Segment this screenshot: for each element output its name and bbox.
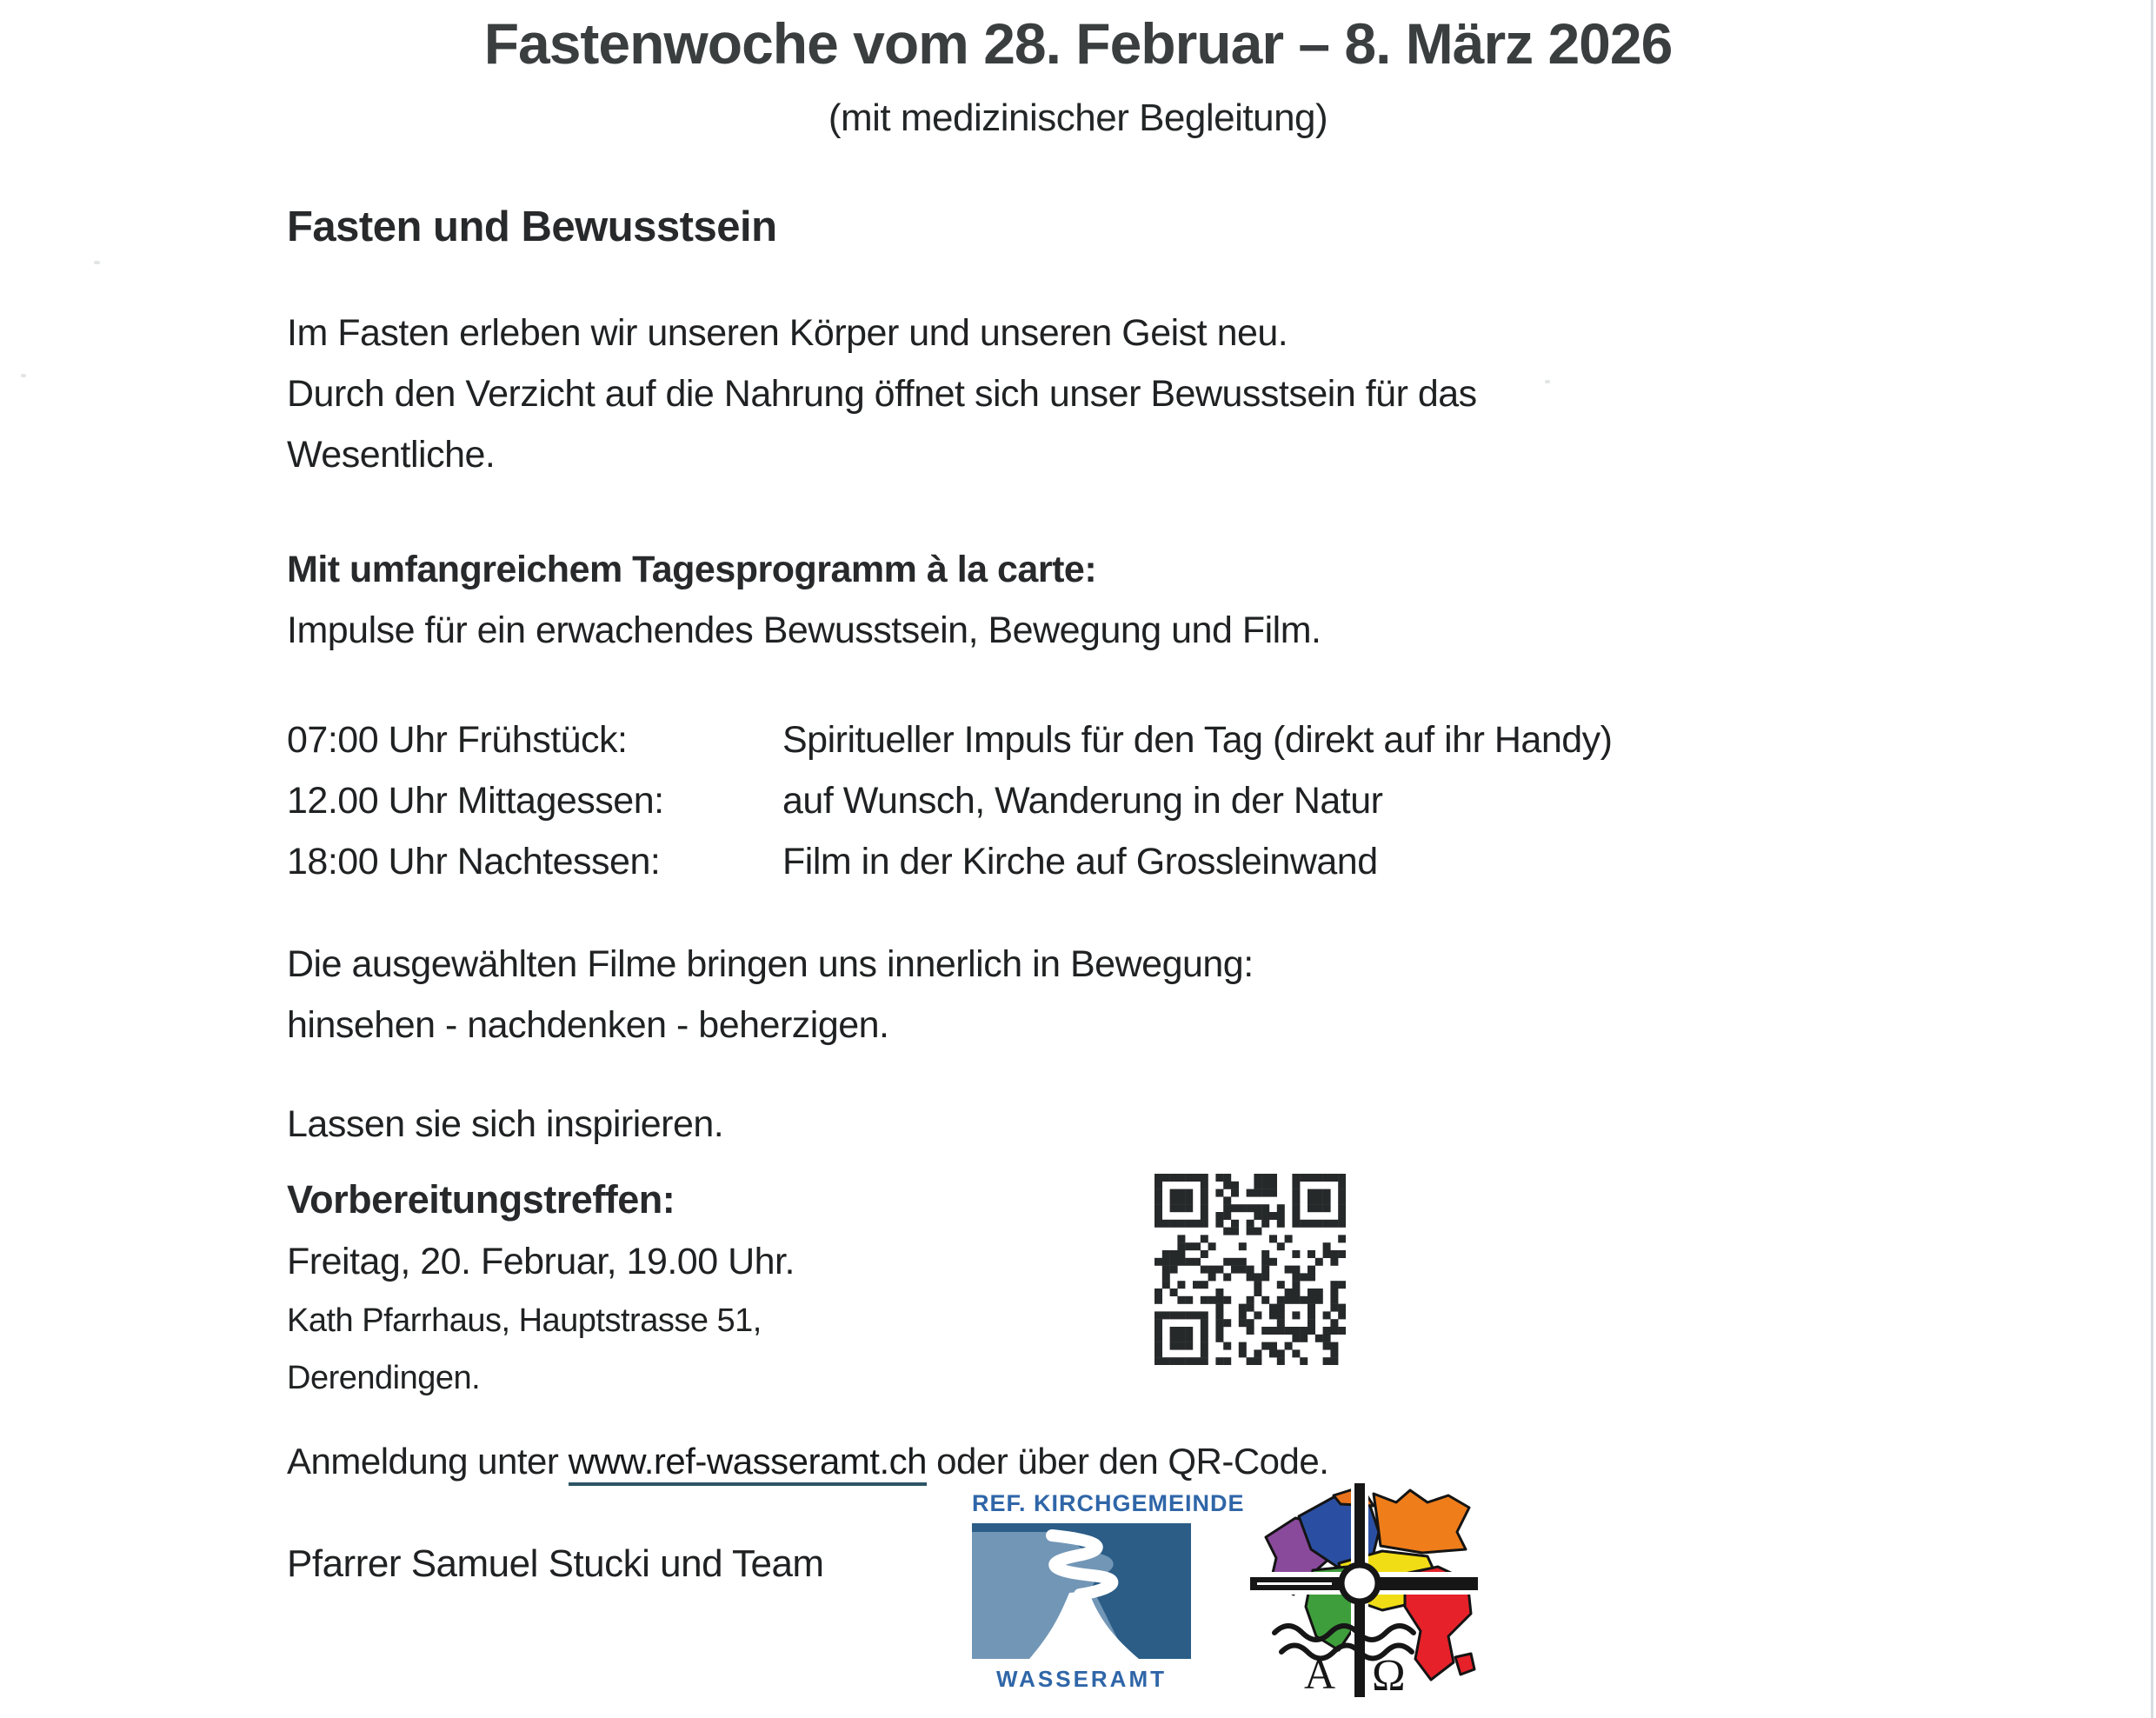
alpha-omega-logo: [1250, 1483, 1478, 1699]
schedule-desc: Spiritueller Impuls für den Tag (direkt auf ihr Handy): [782, 719, 1613, 761]
omega-letter: Ω: [1372, 1651, 1406, 1699]
meeting-block: [287, 1169, 1878, 1407]
schedule-row-dinner: [287, 831, 1878, 892]
program-heading: Mit umfangreichem Tagesprogramm à la carte:: [287, 549, 1097, 590]
signup-prefix: Anmeldung unter: [287, 1441, 569, 1482]
section-heading: Fasten und Bewusstsein: [287, 203, 777, 250]
films-line-1: Die ausgewählten Filme bringen uns innerlich in Bewegung:: [287, 943, 1254, 985]
qr-code-image: [1155, 1174, 1346, 1365]
page-subtitle: (mit medizinischer Begleitung): [828, 97, 1328, 139]
schedule-row-breakfast: [287, 709, 1878, 770]
meeting-address-line: Kath Pfarrhaus, Hauptstrasse 51,: [287, 1302, 762, 1339]
schedule-time: 18:00 Uhr Nachtessen:: [287, 841, 661, 882]
scan-speck-artifact: [94, 261, 100, 264]
kirchgemeinde-logo-bottom-label: WASSERAMT: [996, 1666, 1167, 1692]
meeting-heading: Vorbereitungstreffen:: [287, 1177, 675, 1222]
films-line-2: hinsehen - nachdenken - beherzigen.: [287, 1004, 889, 1046]
main-content: [287, 0, 1878, 1595]
daily-schedule: [287, 709, 1878, 892]
intro-paragraph: [287, 303, 1878, 485]
scan-speck-artifact: [21, 374, 26, 377]
schedule-time: 07:00 Uhr Frühstück:: [287, 719, 628, 761]
schedule-desc: auf Wunsch, Wanderung in der Natur: [782, 780, 1383, 822]
program-subline: Impulse für ein erwachendes Bewusstsein, Bewegung und Film.: [287, 609, 1321, 651]
river-logo-graphic: [972, 1523, 1191, 1659]
page-title: Fastenwoche vom 28. Februar – 8. März 2026: [483, 11, 1673, 76]
intro-line-3: Wesentliche.: [287, 434, 496, 476]
scan-speck-artifact: [1545, 380, 1550, 383]
intro-line-1: Im Fasten erleben wir unseren Körper und unseren Geist neu.: [287, 312, 1288, 354]
intro-line-2: Durch den Verzicht auf die Nahrung öffnet sich unser Bewusstsein für das: [287, 373, 1477, 415]
schedule-row-lunch: [287, 770, 1878, 831]
program-paragraph: [287, 539, 1878, 661]
alpha-letter: Α: [1304, 1649, 1335, 1698]
qr-code-graphic: [1155, 1174, 1346, 1365]
signup-line: [287, 1431, 1878, 1492]
kirchgemeinde-logo: [972, 1488, 1245, 1694]
website-link[interactable]: www.ref-wasseramt.ch: [569, 1441, 927, 1486]
kirchgemeinde-logo-top-label: REF. KIRCHGEMEINDE: [972, 1490, 1245, 1516]
schedule-desc: Film in der Kirche auf Grossleinwand: [782, 841, 1378, 882]
films-paragraph: [287, 934, 1878, 1055]
signup-suffix: oder über den QR-Code.: [926, 1441, 1329, 1482]
schedule-time: 12.00 Uhr Mittagessen:: [287, 780, 664, 822]
meeting-city-line: Derendingen.: [287, 1360, 481, 1396]
meeting-date-line: Freitag, 20. Februar, 19.00 Uhr.: [287, 1241, 795, 1282]
scan-edge-artifact: [2151, 0, 2153, 1718]
signoff-line: Pfarrer Samuel Stucki und Team: [287, 1542, 824, 1585]
inspire-line: Lassen sie sich inspirieren.: [287, 1103, 724, 1145]
